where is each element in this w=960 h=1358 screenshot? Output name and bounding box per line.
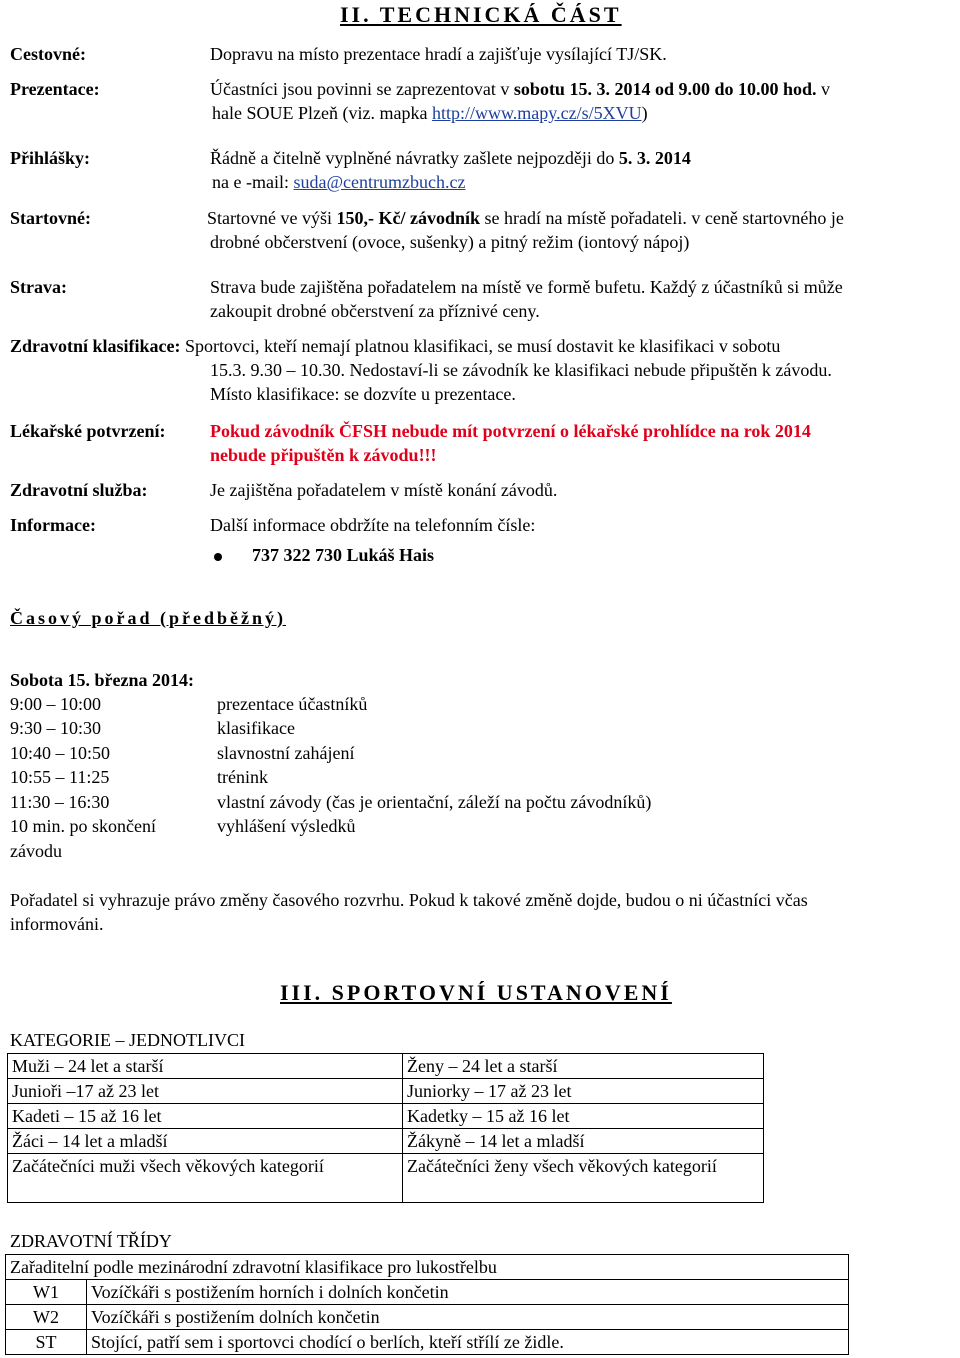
schedule-time: 11:30 – 16:30 (10, 792, 110, 812)
prihlasky-line2 (212, 170, 465, 194)
prezentace-line2-post: ) (641, 103, 648, 123)
category-women: Žákyně – 14 let a mladší (403, 1129, 764, 1154)
schedule-time: 10:40 – 10:50 (10, 743, 111, 763)
prihlasky-label: Přihlášky: (10, 148, 91, 168)
map-link[interactable]: http://www.mapy.cz/s/5XVU (431, 103, 642, 123)
table-row (8, 1054, 764, 1079)
strava-line1: Strava bude zajištěna pořadatelem na místě ve formě bufetu. Každý z účastníků si může (210, 277, 843, 297)
category-women: Ženy – 24 let a starší (403, 1054, 764, 1079)
prezentace-post: v (816, 79, 830, 99)
category-women: Začátečníci ženy všech věkových kategorií (403, 1154, 764, 1203)
startovne-label: Startovné: (10, 208, 91, 228)
categories-title: KATEGORIE – JEDNOTLIVCI (10, 1030, 245, 1050)
table-row (6, 1280, 849, 1305)
informace-text: Další informace obdržíte na telefonním čísle: (210, 515, 536, 535)
schedule-title: Časový pořad (předběžný) (10, 608, 287, 628)
category-men: Žáci – 14 let a mladší (8, 1129, 403, 1154)
section-title-sport: III. SPORTOVNÍ USTANOVENÍ (280, 980, 672, 1005)
category-men: Junioři –17 až 23 let (8, 1079, 403, 1104)
table-row (8, 1079, 764, 1104)
category-men: Muži – 24 let a starší (8, 1054, 403, 1079)
schedule-day: Sobota 15. března 2014: (10, 670, 194, 690)
schedule-activity: slavnostní zahájení (217, 743, 355, 763)
cestovne-label: Cestovné: (10, 44, 86, 64)
category-men: Kadeti – 15 až 16 let (8, 1104, 403, 1129)
schedule-activity: klasifikace (217, 718, 295, 738)
startovne-post: se hradí na místě pořadateli. v ceně startovného je (480, 208, 844, 228)
classes-header: Zařaditelní podle mezinárodní zdravotní klasifikace pro lukostřelbu (6, 1255, 849, 1280)
schedule-note-line1: Pořadatel si vyhrazuje právo změny časového rozvrhu. Pokud k takové změně dojde, budou o ni účastníci včas (10, 890, 808, 910)
prihlasky-deadline: 5. 3. 2014 (618, 148, 691, 168)
lekarske-line1: Pokud závodník ČFSH nebude mít potvrzení o lékařské prohlídce na rok 2014 (210, 421, 811, 441)
prezentace-pre: Účastníci jsou povinni se zaprezentovat v (210, 79, 514, 99)
schedule-time: 9:30 – 10:30 (10, 718, 102, 738)
email-link[interactable]: suda@centrumzbuch.cz (293, 172, 466, 192)
schedule-time: 9:00 – 10:00 (10, 694, 102, 714)
klasifikace-text1: Sportovci, kteří nemají platnou klasifikaci, se musí dostavit ke klasifikaci v sobotu (180, 336, 781, 356)
informace-phone: 737 322 730 Lukáš Hais (252, 545, 435, 565)
informace-label: Informace: (10, 515, 96, 535)
schedule-note-line2: informováni. (10, 914, 104, 934)
sluzba-label: Zdravotní služba: (10, 480, 148, 500)
prezentace-line2 (212, 101, 648, 125)
class-code: W1 (6, 1280, 87, 1305)
startovne-pre: Startovné ve výši (207, 208, 337, 228)
startovne-line1 (207, 206, 844, 230)
sluzba-text: Je zajištěna pořadatelem v místě konání závodů. (210, 480, 558, 500)
table-row (8, 1154, 764, 1203)
prezentace-label: Prezentace: (10, 79, 100, 99)
table-row (6, 1330, 849, 1355)
class-code: ST (6, 1330, 87, 1355)
class-desc: Vozíčkáři s postižením horních i dolních končetin (87, 1280, 849, 1305)
schedule-time-cont: závodu (10, 841, 62, 861)
schedule-activity: vlastní závody (čas je orientační, záleží na počtu závodníků) (217, 792, 652, 812)
prezentace-date: sobotu 15. 3. 2014 od 9.00 do 10.00 hod. (513, 79, 817, 99)
class-desc: Stojící, patří sem i sportovci chodící o berlích, kteří střílí ze židle. (87, 1330, 849, 1355)
table-row (8, 1104, 764, 1129)
klasifikace-line1 (10, 334, 780, 358)
cestovne-text: Dopravu na místo prezentace hradí a zajišťuje vysílající TJ/SK. (210, 44, 667, 64)
category-men: Začátečníci muži všech věkových kategorií (8, 1154, 403, 1203)
strava-line2: zakoupit drobné občerstvení za příznivé ceny. (210, 301, 540, 321)
section-title-technical: II. TECHNICKÁ ČÁST (340, 2, 622, 27)
strava-label: Strava: (10, 277, 67, 297)
prihlasky-email-pre: na e -mail: (212, 172, 294, 192)
informace-phone-line (214, 543, 434, 567)
class-desc: Vozíčkáři s postižením dolních končetin (87, 1305, 849, 1330)
categories-table (7, 1053, 764, 1203)
table-row (6, 1305, 849, 1330)
table-row (6, 1255, 849, 1280)
bullet-icon (214, 553, 222, 561)
schedule-activity: trénink (217, 767, 268, 787)
schedule-time: 10 min. po skončení (10, 816, 156, 836)
category-women: Juniorky – 17 až 23 let (403, 1079, 764, 1104)
classes-title: ZDRAVOTNÍ TŘÍDY (10, 1231, 172, 1251)
prihlasky-line1 (210, 146, 691, 170)
table-row (8, 1129, 764, 1154)
schedule-activity: vyhlášení výsledků (217, 816, 356, 836)
prihlasky-text: Řádně a čitelně vyplněné návratky zašlete nejpozději do (210, 148, 619, 168)
schedule-time: 10:55 – 11:25 (10, 767, 110, 787)
schedule-activity: prezentace účastníků (217, 694, 368, 714)
startovne-fee: 150,- Kč/ závodník (336, 208, 480, 228)
lekarske-line2: nebude připuštěn k závodu!!! (210, 445, 437, 465)
klasifikace-line3: Místo klasifikace: se dozvíte u prezentace. (210, 384, 516, 404)
classes-table (5, 1254, 849, 1355)
klasifikace-line2: 15.3. 9.30 – 10.30. Nedostaví-li se závodník ke klasifikaci nebude připuštěn k závodu. (210, 360, 832, 380)
class-code: W2 (6, 1305, 87, 1330)
prezentace-line1 (210, 77, 830, 101)
startovne-line2: drobné občerstvení (ovoce, sušenky) a pitný režim (iontový nápoj) (210, 232, 690, 252)
lekarske-label: Lékařské potvrzení: (10, 421, 166, 441)
klasifikace-label: Zdravotní klasifikace: (10, 336, 181, 356)
category-women: Kadetky – 15 až 16 let (403, 1104, 764, 1129)
prezentace-line2-pre: hale SOUE Plzeň (viz. mapka (212, 103, 432, 123)
